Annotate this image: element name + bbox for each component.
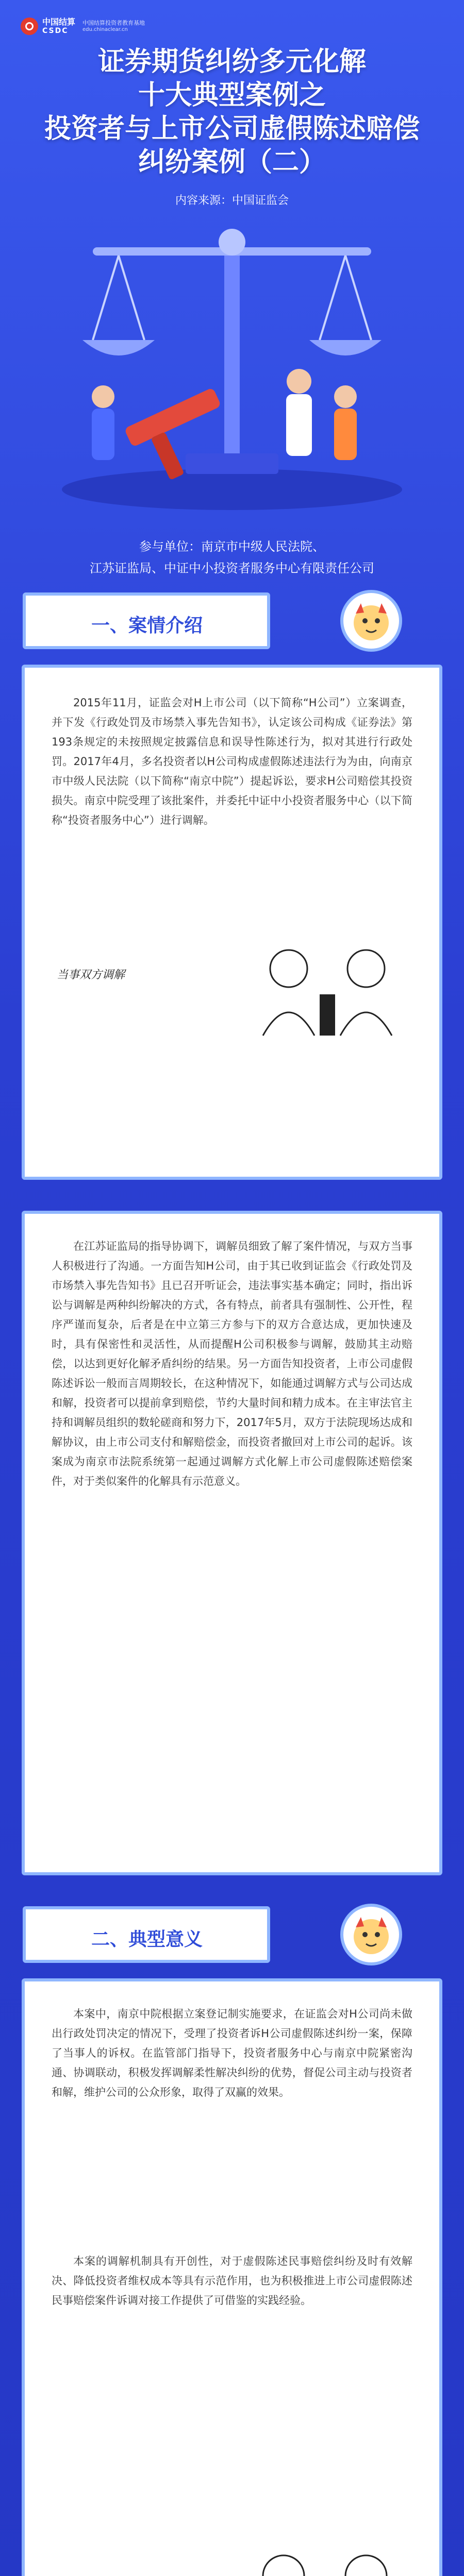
section1-paragraph-1: 2015年11月，证监会对H上市公司（以下简称“H公司”）立案调查，并下发《行政处罚及市场禁入事先告知书》，认定该公司构成《证券法》第193条规定的未按照规定披露信息和误导性陈述行为，拟对其进行行政处罚。2017年4月，多名投资者以H公司构成虚假陈述违法行为为由，向南京市中级人民法院（以下简称“南京中院”）提起诉讼，要求H公司赔偿其投资损失。南京中院受理了该批案件，并委托中证中小投资者服务中心（以下简称“投资者服务中心”）进行调解。 [52,697,412,826]
section2-title: 二、典型意义 [91,1929,203,1950]
csdc-logo-icon [21,18,38,35]
handshake-illustration [237,2540,412,2576]
org-url: edu.chinaclear.cn [82,27,128,32]
mascot-icon [340,1904,402,1965]
hero-title-line-2: 十大典型案例之 [138,80,326,111]
logo-en: CSDC [42,27,69,35]
header-logo [21,18,145,35]
section1-caption: 当事双方调解 [57,969,125,981]
hero-title-line-3: 投资者与上市公司虚假陈述赔偿 [44,113,420,144]
mascot-icon [340,590,402,652]
hero-title-line-1: 证券期货纠纷多元化解 [97,46,366,77]
justice-scale-illustration [31,211,433,520]
participants-line-2: 江苏证监局、中证中小投资者服务中心有限责任公司 [90,561,374,575]
mediation-illustration [242,933,412,1046]
section2-header [23,1906,270,1963]
section2-paragraph-2: 本案的调解机制具有开创性，对于虚假陈述民事赔偿纠纷及时有效解决、降低投资者维权成本等具有示范作用，也为积极推进上市公司虚假陈述民事赔偿案件诉调对接工作提供了可借鉴的实践经验。 [52,2255,412,2307]
participants-line-1: 参与单位：南京市中级人民法院、 [139,539,325,554]
section1-title: 一、案情介绍 [91,615,203,636]
hero-title-line-4: 纠纷案例（二） [138,147,326,178]
source-note: 内容来源：中国证监会 [175,194,289,207]
section1-header [23,592,270,649]
section1-paragraph-2: 在江苏证监局的指导协调下，调解员细致了解了案件情况，与双方当事人积极进行了沟通。一方面告知H公司，由于其已收到证监会《行政处罚及市场禁入事先告知书》且已召开听证会，违法事实基本确定；同时，指出诉讼与调解是两种纠纷解决的方式，各有特点，前者具有强制性、公开性，程序严谨而复杂，后者是在中立第三方参与下的双方合意达成，更加快速及时，具有保密性和灵活性，从而提醒H公司积极参与调解，鼓励其主动赔偿，以达到更好化解矛盾纠纷的结果。另一方面告知投资者，上市公司虚假陈述诉讼一般而言周期较长，在这种情况下，如能通过调解方式与公司达成和解，投资者可以提前拿到赔偿，节约大量时间和精力成本。在主审法官主持和调解员组织的数轮磋商和努力下，2017年5月，双方于法院现场达成和解协议，由上市公司支付和解赔偿金，而投资者撤回对上市公司的起诉。该案成为南京市法院系统第一起通过调解方式化解上市公司虚假陈述赔偿案件，对于类似案件的化解具有示范意义。 [52,1240,412,1487]
section2-paragraph-1: 本案中，南京中院根据立案登记制实施要求，在证监会对H公司尚未做出行政处罚决定的情况下，受理了投资者诉H公司虚假陈述纠纷一案，保障了当事人的诉权。在监管部门指导下，投资者服务中心与南京中院紧密沟通、协调联动，积极发挥调解柔性解决纠纷的优势，督促公司主动与投资者和解，维护公司的公众形象，取得了双赢的效果。 [52,2008,412,2098]
logo-cn: 中国结算 [42,17,76,27]
org-name: 中国结算投资者教育基地 [82,20,145,26]
